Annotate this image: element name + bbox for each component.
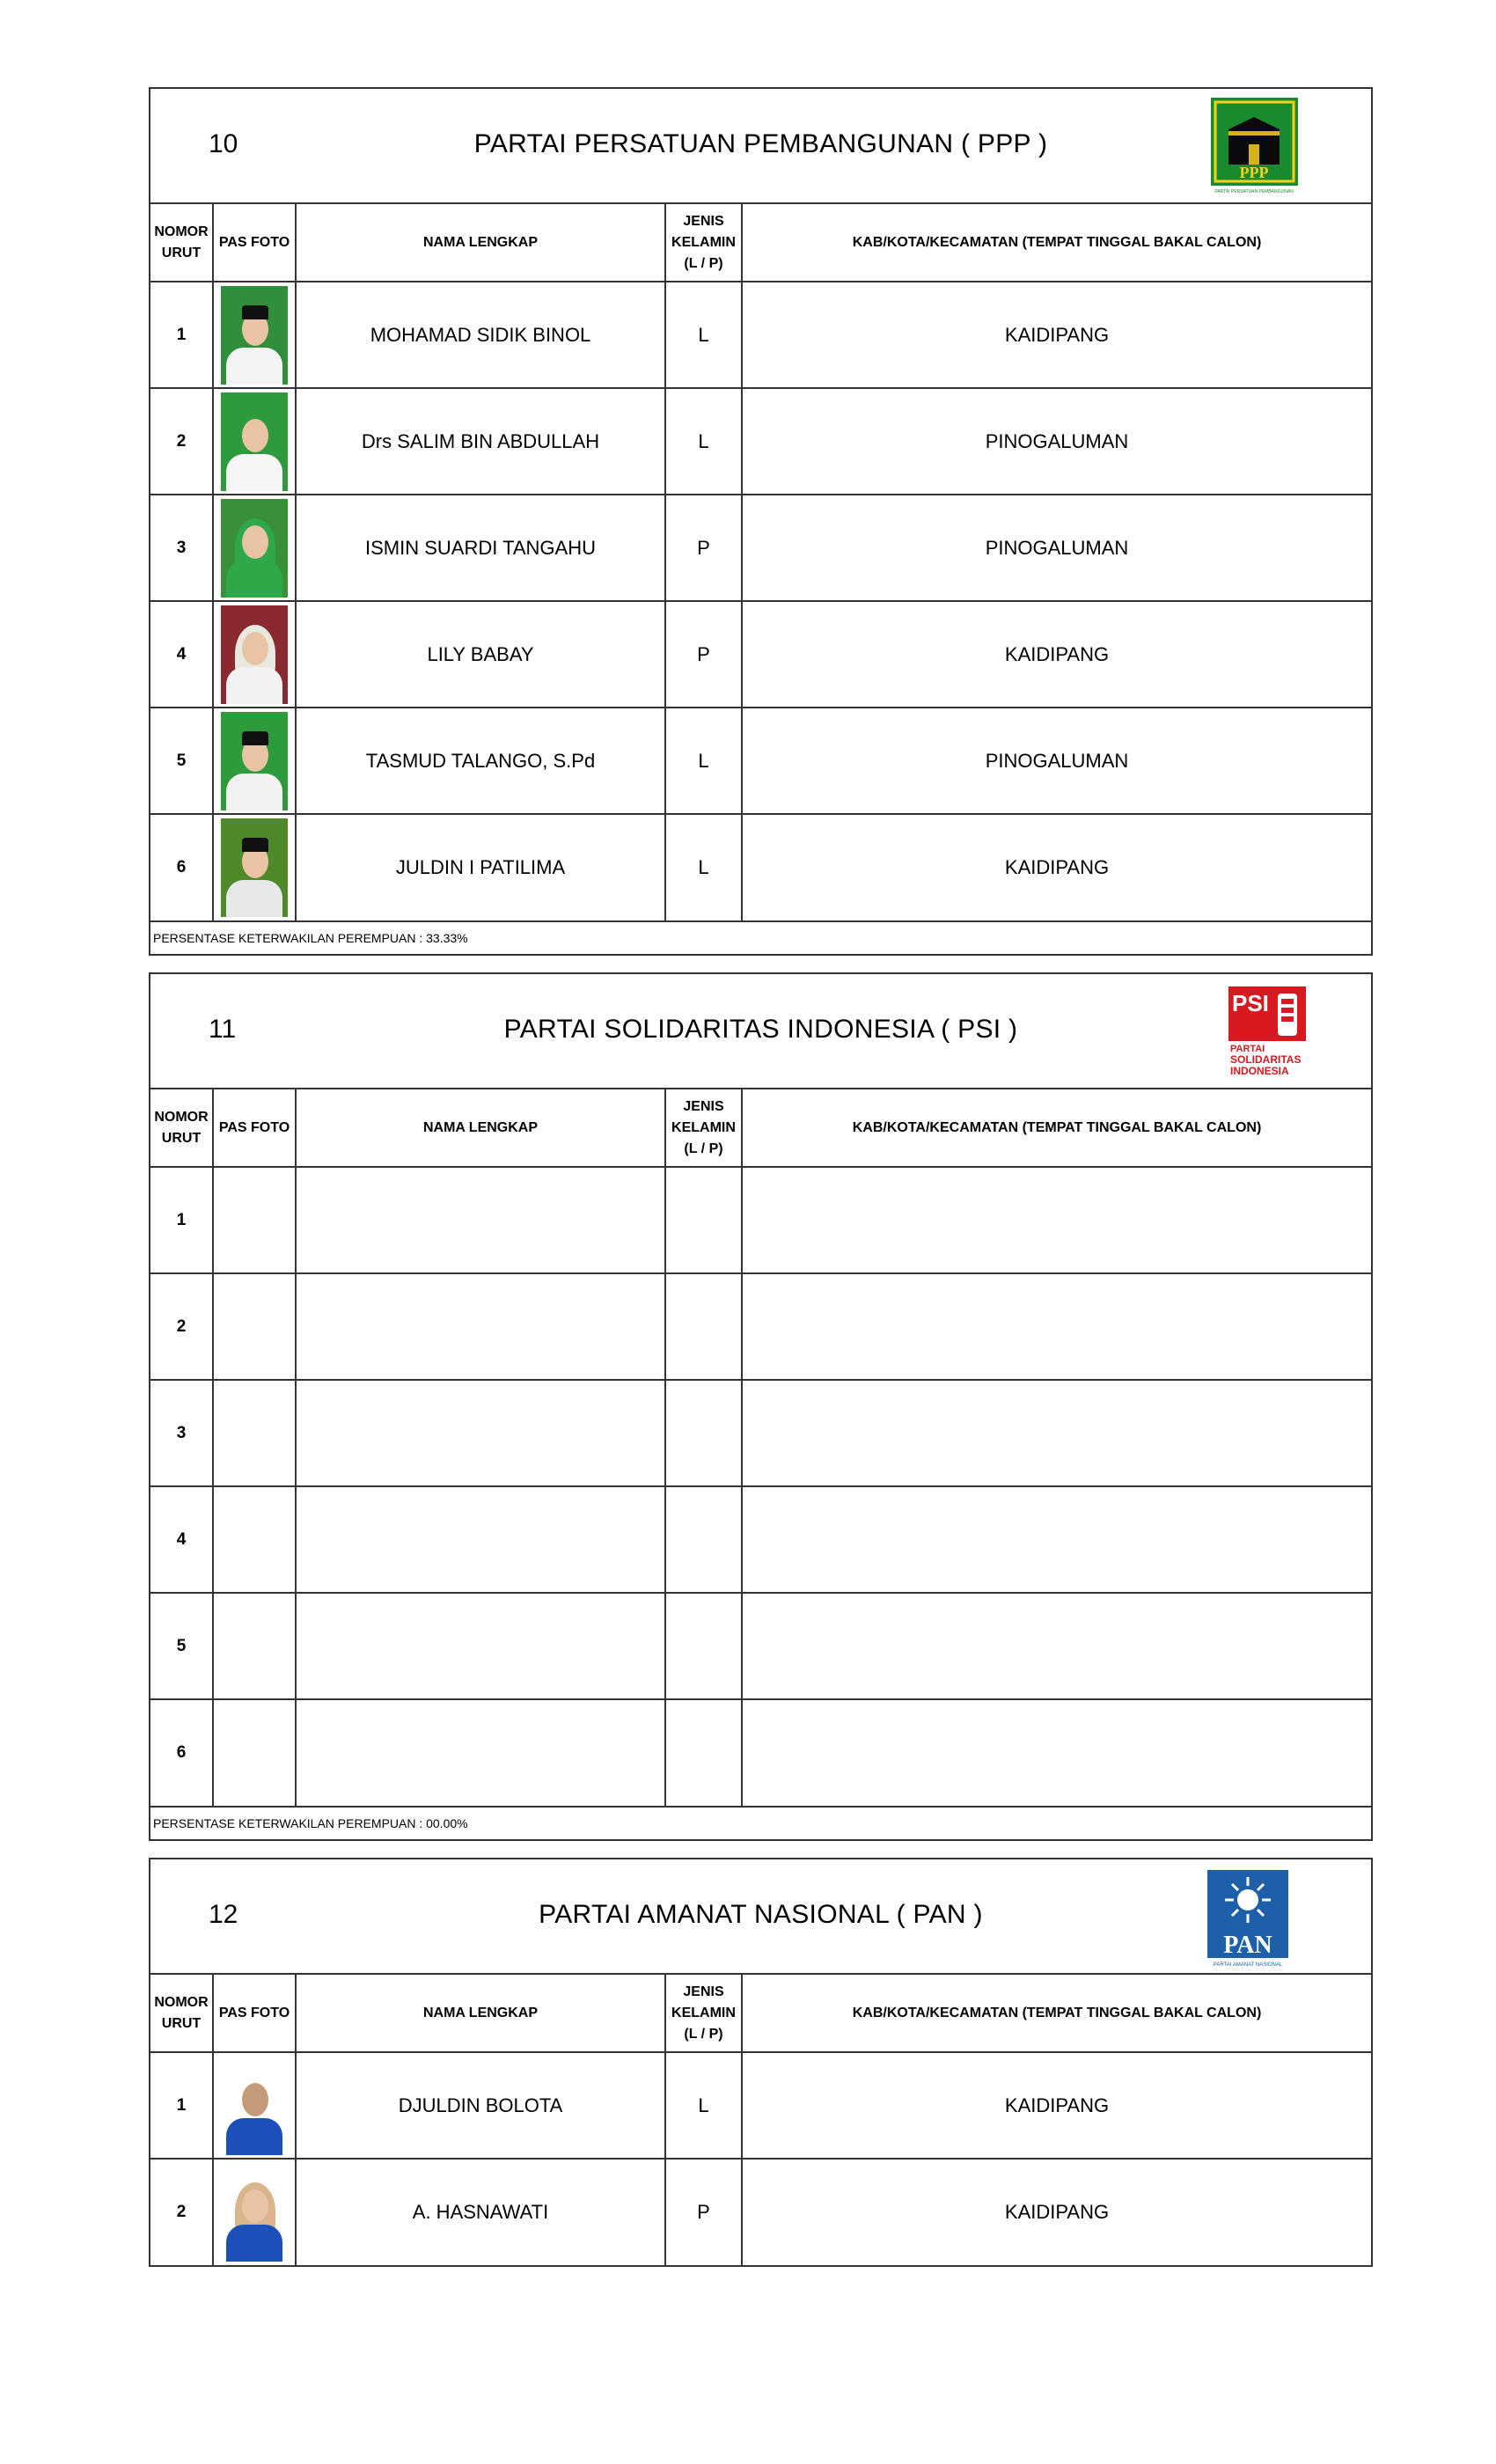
candidate-sex: P xyxy=(665,601,742,708)
candidate-photo-cell xyxy=(213,388,296,495)
candidate-no: 1 xyxy=(150,282,213,388)
header-sex: JENIS KELAMIN (L / P) xyxy=(665,1089,742,1167)
candidate-sex: P xyxy=(665,2159,742,2265)
candidate-name: JULDIN I PATILIMA xyxy=(296,814,665,920)
candidate-photo-cell xyxy=(213,1380,296,1486)
candidate-table xyxy=(150,204,1371,920)
candidate-name xyxy=(296,1486,665,1593)
candidate-photo-icon xyxy=(221,818,288,917)
header-photo: PAS FOTO xyxy=(213,1089,296,1167)
candidate-area xyxy=(742,1273,1371,1380)
table-header-row xyxy=(150,1975,1371,2052)
psi-logo-icon xyxy=(1227,985,1308,1080)
header-area: KAB/KOTA/KECAMATAN (TEMPAT TINGGAL BAKAL CALON) xyxy=(742,204,1371,282)
candidate-table xyxy=(150,1089,1371,1806)
candidate-photo-cell xyxy=(213,2159,296,2265)
candidate-no: 2 xyxy=(150,2159,213,2265)
table-row xyxy=(150,2052,1371,2159)
candidate-area: KAIDIPANG xyxy=(742,814,1371,920)
candidate-name: A. HASNAWATI xyxy=(296,2159,665,2265)
candidate-sex: L xyxy=(665,388,742,495)
candidate-area: KAIDIPANG xyxy=(742,2159,1371,2265)
candidate-photo-icon xyxy=(221,392,288,491)
candidate-photo-cell xyxy=(213,1167,296,1273)
party-block-ppp xyxy=(149,87,1373,956)
candidate-photo-cell xyxy=(213,708,296,814)
header-photo: PAS FOTO xyxy=(213,204,296,282)
candidate-area: PINOGALUMAN xyxy=(742,388,1371,495)
header-no: NOMOR URUT xyxy=(150,1975,213,2052)
candidate-no: 1 xyxy=(150,1167,213,1273)
candidate-area: KAIDIPANG xyxy=(742,2052,1371,2159)
header-no: NOMOR URUT xyxy=(150,204,213,282)
candidate-photo-icon xyxy=(221,605,288,704)
table-row xyxy=(150,1486,1371,1593)
ppp-logo-icon xyxy=(1209,96,1300,195)
psi-logo-subtext-2: SOLIDARITAS xyxy=(1230,1053,1302,1066)
table-row xyxy=(150,1380,1371,1486)
candidate-photo-cell xyxy=(213,2052,296,2159)
candidate-name: ISMIN SUARDI TANGAHU xyxy=(296,495,665,601)
candidate-sex: P xyxy=(665,495,742,601)
pan-logo-icon xyxy=(1206,1868,1290,1969)
header-name: NAMA LENGKAP xyxy=(296,1975,665,2052)
ppp-logo-text: PPP xyxy=(1239,164,1269,181)
candidate-photo-cell xyxy=(213,1593,296,1699)
candidate-no: 3 xyxy=(150,1380,213,1486)
candidate-area: KAIDIPANG xyxy=(742,601,1371,708)
psi-logo-text: PSI xyxy=(1232,990,1269,1016)
table-header-row xyxy=(150,204,1371,282)
party-number: 11 xyxy=(209,1015,237,1044)
candidate-area xyxy=(742,1380,1371,1486)
candidate-photo-icon xyxy=(221,2057,288,2155)
table-row xyxy=(150,1167,1371,1273)
party-number: 12 xyxy=(209,1900,238,1929)
candidate-photo-cell xyxy=(213,282,296,388)
candidate-name xyxy=(296,1699,665,1806)
candidate-no: 6 xyxy=(150,1699,213,1806)
candidate-sex: L xyxy=(665,282,742,388)
women-representation-percent: PERSENTASE KETERWAKILAN PEREMPUAN : 33.33% xyxy=(150,920,1371,954)
candidate-name xyxy=(296,1167,665,1273)
candidate-sex xyxy=(665,1380,742,1486)
candidate-photo-icon xyxy=(221,2163,288,2262)
candidate-area: PINOGALUMAN xyxy=(742,495,1371,601)
candidate-photo-cell xyxy=(213,1486,296,1593)
candidate-name: LILY BABAY xyxy=(296,601,665,708)
table-row xyxy=(150,1593,1371,1699)
candidate-area xyxy=(742,1167,1371,1273)
candidate-photo-icon xyxy=(221,286,288,385)
table-row xyxy=(150,282,1371,388)
psi-logo-subtext-3: INDONESIA xyxy=(1230,1065,1289,1077)
candidate-sex xyxy=(665,1699,742,1806)
candidate-sex xyxy=(665,1167,742,1273)
party-number: 10 xyxy=(209,129,238,158)
ppp-logo-subtext: PARTAI PERSATUAN PEMBANGUNAN xyxy=(1214,189,1294,194)
candidate-no: 4 xyxy=(150,601,213,708)
pan-logo-subtext: PARTAI AMANAT NASIONAL xyxy=(1213,1962,1283,1968)
header-photo: PAS FOTO xyxy=(213,1975,296,2052)
header-name: NAMA LENGKAP xyxy=(296,1089,665,1167)
candidate-name xyxy=(296,1273,665,1380)
candidate-name xyxy=(296,1593,665,1699)
psi-logo-subtext-1: PARTAI xyxy=(1230,1044,1265,1054)
candidate-name: Drs SALIM BIN ABDULLAH xyxy=(296,388,665,495)
candidate-area xyxy=(742,1699,1371,1806)
candidate-no: 5 xyxy=(150,708,213,814)
header-sex: JENIS KELAMIN (L / P) xyxy=(665,1975,742,2052)
candidate-no: 1 xyxy=(150,2052,213,2159)
table-row xyxy=(150,708,1371,814)
table-row xyxy=(150,1699,1371,1806)
party-name: PARTAI SOLIDARITAS INDONESIA ( PSI ) xyxy=(503,1015,1018,1044)
candidate-sex xyxy=(665,1593,742,1699)
candidate-area xyxy=(742,1486,1371,1593)
candidate-no: 2 xyxy=(150,388,213,495)
table-row xyxy=(150,814,1371,920)
candidate-sex xyxy=(665,1273,742,1380)
candidate-table xyxy=(150,1975,1371,2265)
table-row xyxy=(150,1273,1371,1380)
candidate-name: TASMUD TALANGO, S.Pd xyxy=(296,708,665,814)
table-header-row xyxy=(150,1089,1371,1167)
candidate-photo-cell xyxy=(213,1699,296,1806)
candidate-name: MOHAMAD SIDIK BINOL xyxy=(296,282,665,388)
table-row xyxy=(150,495,1371,601)
candidate-name: DJULDIN BOLOTA xyxy=(296,2052,665,2159)
candidate-photo-icon xyxy=(221,499,288,598)
table-row xyxy=(150,601,1371,708)
party-block-psi xyxy=(149,972,1373,1841)
candidate-photo-icon xyxy=(221,712,288,810)
party-block-pan xyxy=(149,1858,1373,2267)
header-area: KAB/KOTA/KECAMATAN (TEMPAT TINGGAL BAKAL CALON) xyxy=(742,1089,1371,1167)
header-no: NOMOR URUT xyxy=(150,1089,213,1167)
candidate-photo-cell xyxy=(213,814,296,920)
candidate-no: 4 xyxy=(150,1486,213,1593)
candidate-no: 6 xyxy=(150,814,213,920)
candidate-photo-cell xyxy=(213,601,296,708)
candidate-photo-cell xyxy=(213,1273,296,1380)
candidate-sex: L xyxy=(665,814,742,920)
party-header xyxy=(150,1859,1371,1975)
candidate-no: 3 xyxy=(150,495,213,601)
header-area: KAB/KOTA/KECAMATAN (TEMPAT TINGGAL BAKAL CALON) xyxy=(742,1975,1371,2052)
party-header xyxy=(150,89,1371,204)
candidate-photo-cell xyxy=(213,495,296,601)
candidate-name xyxy=(296,1380,665,1486)
header-name: NAMA LENGKAP xyxy=(296,204,665,282)
table-row xyxy=(150,2159,1371,2265)
candidate-area: PINOGALUMAN xyxy=(742,708,1371,814)
candidate-sex: L xyxy=(665,708,742,814)
candidate-no: 2 xyxy=(150,1273,213,1380)
women-representation-percent: PERSENTASE KETERWAKILAN PEREMPUAN : 00.00% xyxy=(150,1806,1371,1839)
candidate-sex xyxy=(665,1486,742,1593)
party-header xyxy=(150,974,1371,1089)
candidate-sex: L xyxy=(665,2052,742,2159)
header-sex: JENIS KELAMIN (L / P) xyxy=(665,204,742,282)
pan-logo-text: PAN xyxy=(1223,1932,1272,1959)
table-row xyxy=(150,388,1371,495)
candidate-area: KAIDIPANG xyxy=(742,282,1371,388)
candidate-area xyxy=(742,1593,1371,1699)
party-name: PARTAI AMANAT NASIONAL ( PAN ) xyxy=(539,1900,983,1929)
party-name: PARTAI PERSATUAN PEMBANGUNAN ( PPP ) xyxy=(473,129,1048,158)
candidate-no: 5 xyxy=(150,1593,213,1699)
